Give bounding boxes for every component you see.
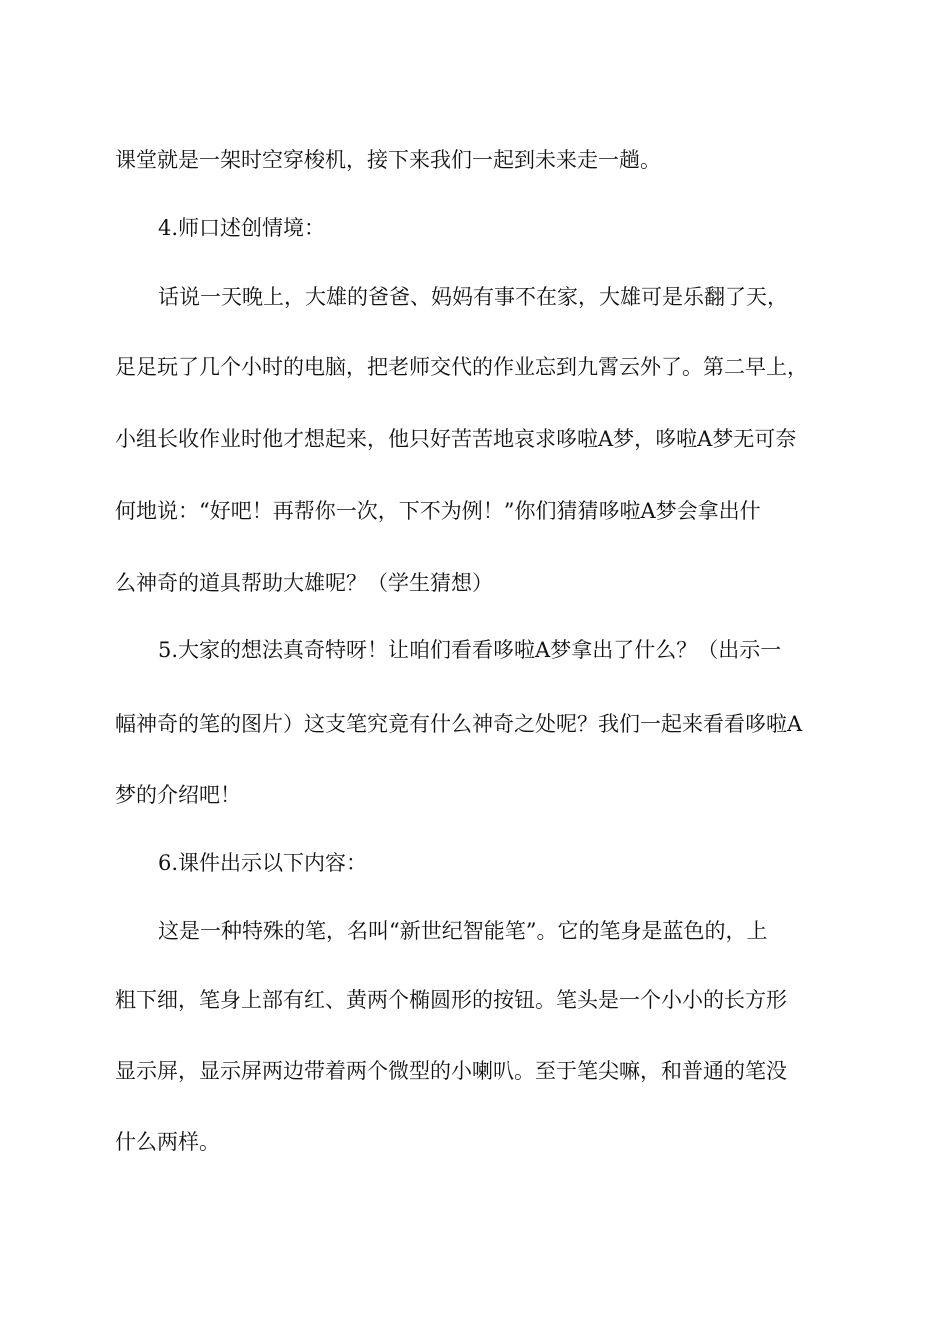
text-line: 6.课件出示以下内容：: [158, 851, 368, 875]
text-line: 5.大家的想法真奇特呀！让咱们看看哆啦A梦拿出了什么？（出示一: [158, 638, 782, 662]
text-line: 这是一种特殊的笔，名叫“新世纪智能笔”。它的笔身是蓝色的，上: [158, 919, 768, 943]
text-line: 粗下细，笔身上部有红、黄两个椭圆形的按钮。笔头是一个小小的长方形: [115, 988, 787, 1012]
text-line: 梦的介绍吧！: [115, 783, 241, 807]
text-line: 么神奇的道具帮助大雄呢？（学生猜想）: [115, 571, 493, 595]
text-line: 幅神奇的笔的图片）这支笔究竟有什么神奇之处呢？我们一起来看看哆啦A: [115, 712, 803, 736]
text-line: 课堂就是一架时空穿梭机，接下来我们一起到未来走一趟。: [115, 148, 661, 172]
text-line: 显示屏，显示屏两边带着两个微型的小喇叭。至于笔尖嘛，和普通的笔没: [115, 1059, 787, 1083]
text-line: 什么两样。: [115, 1130, 220, 1154]
text-line: 何地说：“好吧！再帮你一次，下不为例！”你们猜猜哆啦A梦会拿出什: [115, 499, 761, 523]
text-line: 小组长收作业时他才想起来，他只好苦苦地哀求哆啦A梦，哆啦A梦无可奈: [115, 427, 797, 451]
text-line: 4.师口述创情境：: [158, 216, 326, 240]
text-line: 足足玩了几个小时的电脑，把老师交代的作业忘到九霄云外了。第二早上，: [115, 355, 808, 379]
text-line: 话说一天晚上，大雄的爸爸、妈妈有事不在家，大雄可是乐翻了天，: [158, 285, 788, 309]
